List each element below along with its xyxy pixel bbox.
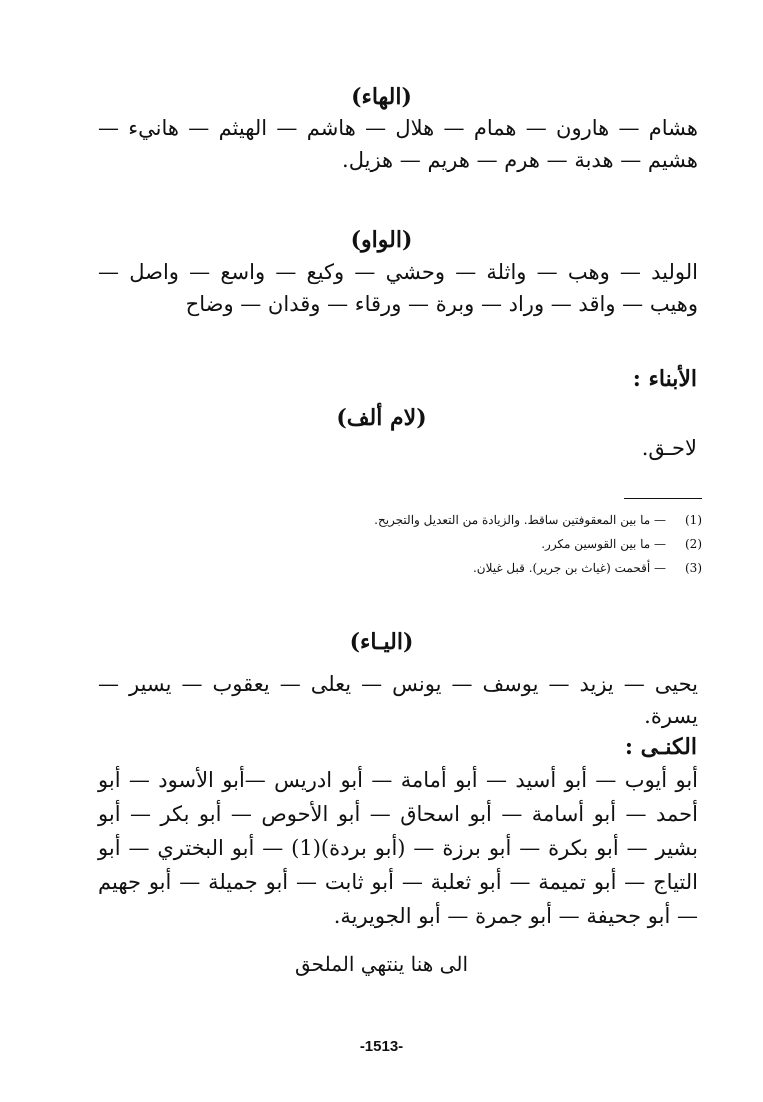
kuna-title: الكنـى : [624, 734, 697, 760]
footnote-number: (2) [684, 537, 702, 551]
footnote-text: — أقحمت (غياث بن جرير). قبل غيلان. [472, 561, 666, 575]
footnote-item [300, 532, 702, 556]
section-text-kuna: أبو أيوب — أبو أسيد — أبو أمامة — أبو ادريس —أبو الأسود — أبو أحمد — أبو أسامة — أبو اسحاق — أبو الأحوص — أبو بكر — أبو بشير — أبو بكرة — أبو برزة — (أبو بردة)(1) — أبو البختري — أبو التياج — أبو تميمة — أبو ثعلبة — أبو ثابت — أبو جميلة — أبو جهيم — أبو جحيفة — أبو جمرة — أبو الجويرية. [98, 768, 698, 928]
footnote-text: — ما بين القوسين مكرر. [541, 537, 666, 551]
section-heading-haa: (الهاء) [351, 84, 412, 110]
footnote-rule [624, 498, 702, 499]
section-heading-lamalif: (لام ألف) [336, 405, 427, 431]
footnote-item [300, 508, 702, 532]
abnaa-title: الأبناء : [632, 366, 697, 392]
section-text-waw: الوليد — وهب — واثلة — وحشي — وكيع — واسع — واصل — وهيب — واقد — وراد — وبرة — ورقاء — وقدان — وضاح [98, 260, 698, 316]
page-number: -1513- [359, 1038, 404, 1055]
section-text-yaa: يحيى — يزيد — يوسف — يونس — يعلى — يعقوب — يسير — يسرة. [98, 672, 698, 728]
footnote-number: (3) [684, 561, 702, 575]
section-text-haa: هشام — هارون — همام — هلال — هاشم — الهيثم — هانيء — هشيم — هدبة — هرم — هريم — هزيل. [98, 116, 698, 172]
footnote-item [300, 556, 702, 580]
closing-line: الى هنا ينتهي الملحق [294, 952, 469, 976]
section-heading-waw: (الواو) [350, 227, 413, 253]
section-heading-yaa: (اليـاء) [349, 629, 414, 655]
footnote-list [300, 508, 702, 580]
section-text-lamalif: لاحـق. [641, 436, 697, 460]
footnote-number: (1) [684, 513, 702, 527]
footnote-text: — ما بين المعقوفتين ساقط. والزيادة من التعديل والتجريح. [374, 513, 666, 527]
